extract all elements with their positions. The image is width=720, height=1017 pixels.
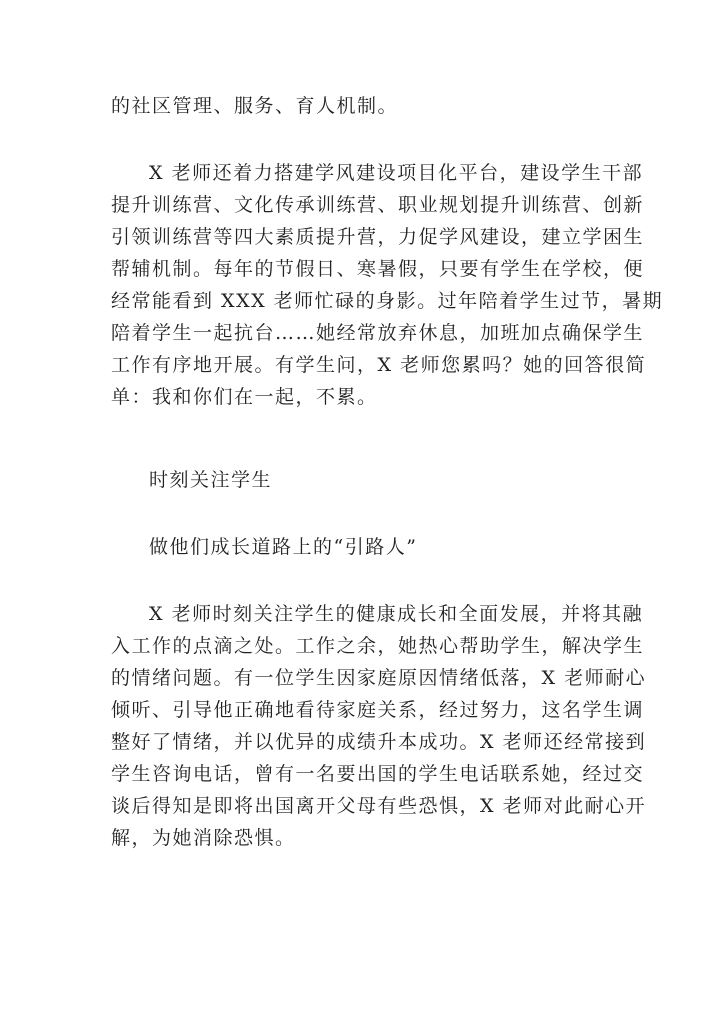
- section-subheading: 做他们成长道路上的“引路人”: [149, 536, 418, 558]
- text-line: 入工作的点滴之处。工作之余，她热心帮助学生，解决学生: [111, 635, 645, 657]
- text-line: 学生咨询电话，曾有一名要出国的学生电话联系她，经过交: [111, 763, 645, 785]
- text-line: 整好了情绪，并以优异的成绩升本成功。X 老师还经常接到: [111, 731, 647, 753]
- text-line: 的社区管理、服务、育人机制。: [111, 95, 399, 117]
- paragraph-1: [111, 90, 611, 122]
- text-line: 单：我和你们在一起，不累。: [111, 386, 378, 408]
- text-line: 引领训练营等四大素质提升营，力促学风建设，建立学困生: [111, 226, 645, 248]
- text-line: 提升训练营、文化传承训练营、职业规划提升训练营、创新: [111, 194, 645, 216]
- text-line: X 老师时刻关注学生的健康成长和全面发展，并将其融: [149, 603, 644, 625]
- text-line: 谈后得知是即将出国离开父母有些恐惧，X 老师对此耐心开: [111, 795, 647, 817]
- section-heading: 时刻关注学生: [149, 469, 273, 491]
- text-line: 倾听、引导他正确地看待家庭关系，经过努力，这名学生调: [111, 699, 645, 721]
- text-line: 工作有序地开展。有学生问，X 老师您累吗？她的回答很简: [111, 354, 647, 376]
- text-line: 陪着学生一起抗台……她经常放弃休息，加班加点确保学生: [111, 322, 645, 344]
- text-line: 解，为她消除恐惧。: [111, 827, 296, 849]
- paragraph-2: [111, 157, 664, 413]
- text-line: X 老师还着力搭建学风建设项目化平台，建设学生干部: [149, 162, 644, 184]
- text-line: 经常能看到 XXX 老师忙碌的身影。过年陪着学生过节，暑期: [111, 290, 664, 312]
- text-line: 帮辅机制。每年的节假日、寒暑假，只要有学生在学校，便: [111, 258, 645, 280]
- text-line: 的情绪问题。有一位学生因家庭原因情绪低落，X 老师耐心: [111, 667, 647, 689]
- paragraph-3: [111, 598, 647, 854]
